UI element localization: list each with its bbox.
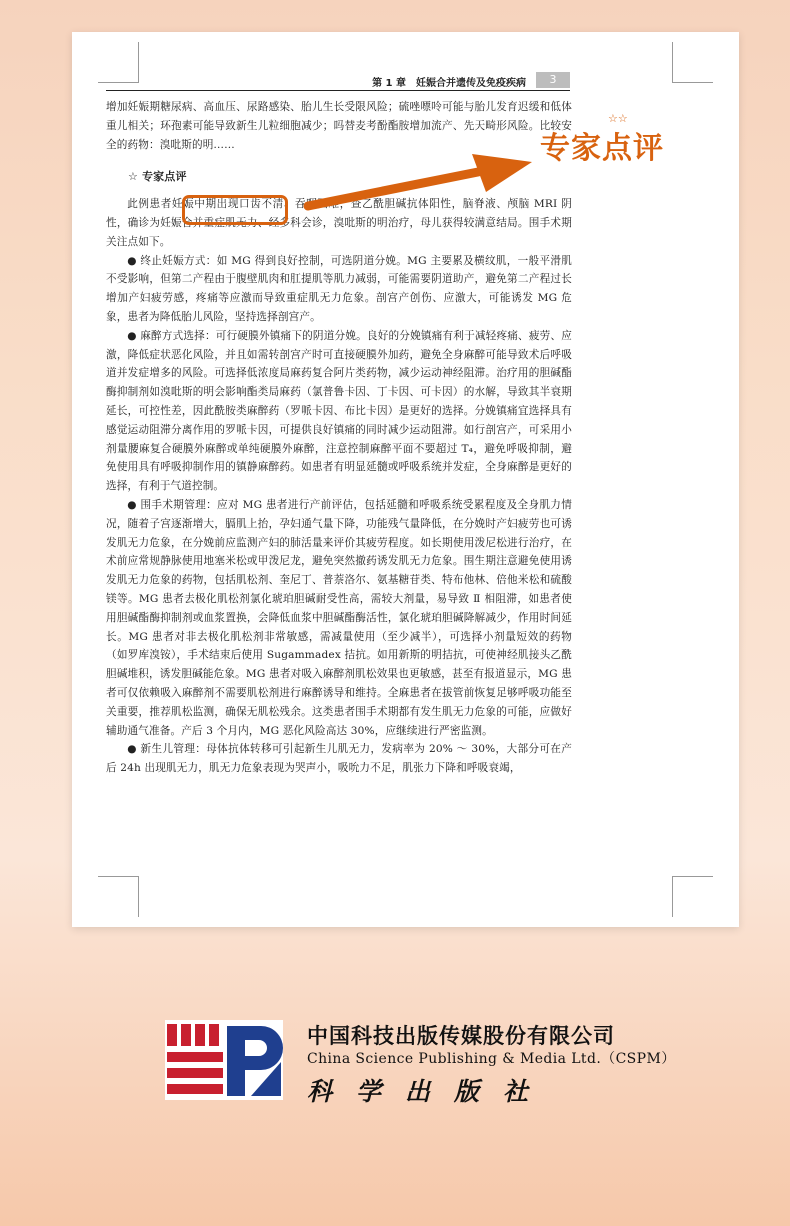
section-highlight-box bbox=[182, 195, 288, 225]
arrow-icon bbox=[300, 148, 540, 218]
paragraph: ● 终止妊娠方式：如 MG 得到良好控制，可选阴道分娩。MG 主要累及横纹肌，一般平滑肌不受影响，但第二产程由于腹壁肌肉和肛提肌等肌力减弱，可能需要阴道助产，避免第二产程过长增加产妇疲劳感，疼痛等应激而导致重症肌无力危象。剖宫产创伤、应激大，可能诱发 MG 危象，患者为降低胎儿风险，坚持选择剖宫产。 bbox=[106, 254, 572, 323]
paragraph: ● 新生儿管理：母体抗体转移可引起新生儿肌无力，发病率为 20% ～ 30%，大部分可在产后 24h 出现肌无力，肌无力危象表现为哭声小，吸吮力不足，肌张力下降和呼吸衰竭， bbox=[106, 743, 572, 775]
publisher-name-cn: 中国科技出版传媒股份有限公司 bbox=[307, 1024, 615, 1048]
publisher-brand-cn: 科学出版社 bbox=[307, 1077, 553, 1106]
crop-mark-top-right bbox=[672, 42, 713, 83]
publisher-block bbox=[165, 1020, 676, 1106]
paragraph: 此例患者妊娠中期出现口齿不清、吞咽困难，查乙酰胆碱抗体阳性，脑脊液、颅脑 MRI 阴性，确诊为妊娠合并重症肌无力、经多科会诊，溴吡斯的明治疗，母儿获得较满意结局。围手术期关注点如下。 bbox=[106, 198, 572, 248]
paragraph-top: 增加妊娠期糖尿病、高血压、尿路感染、胎儿生长受限风险；硫唑嘌呤可能与胎儿发育迟缓和低体重儿相关；环孢素可能导致新生儿粒细胞减少；吗替麦考酚酯胺增加流产、先天畸形风险。比较安全的药物：溴吡斯的明…… bbox=[106, 101, 572, 151]
publisher-name-en: China Science Publishing & Media Ltd.（CSPM） bbox=[307, 1051, 676, 1067]
section-title: ☆ 专家点评 bbox=[128, 170, 187, 184]
running-head bbox=[106, 72, 570, 91]
expert-comment-label: 专家点评 bbox=[540, 131, 664, 166]
paragraph: ● 麻醉方式选择：可行硬膜外镇痛下的阴道分娩。良好的分娩镇痛有利于减轻疼痛、疲劳、应激，降低症状恶化风险，并且如需转剖宫产时可直接硬膜外加药，避免全身麻醉可能导致术后呼吸道并发症增多的风险。可选择低浓度局麻药复合阿片类药物，减少运动神经阻滞。治疗用的胆碱酯酶抑制剂如溴吡斯的明会影响酯类局麻药（氯普鲁卡因、丁卡因、可卡因）的水解，导致其半衰期延长，可控性差，因此酰胺类麻醉药（罗哌卡因、布比卡因）是更好的选择。分娩镇痛宜选择具有感觉运动阻滞分离作用的罗哌卡因，可提供良好镇痛的同时减少运动阻滞。如行剖宫产，可采用小剂量腰麻复合硬膜外麻醉或单纯硬膜外麻醉，注意控制麻醉平面不要超过 T₄，避免呼吸抑制，避免使用具有呼吸抑制作用的镇静麻醉药。如患者有明显延髓或呼吸系统并发症，全身麻醉是更好的选择，有利于气道控制。 bbox=[106, 329, 572, 493]
publisher-logo bbox=[165, 1020, 283, 1100]
crop-mark-bottom-right bbox=[672, 876, 713, 917]
paragraph: ● 围手术期管理：应对 MG 患者进行产前评估，包括延髓和呼吸系统受累程度及全身肌力情况，随着子宫逐渐增大，膈肌上抬，孕妇通气量下降，功能残气量降低，在分娩时产妇疲劳也可诱发肌无力危象，在分娩前应监测产妇的肺活量来评价其疲劳程度。如长期使用泼尼松进行治疗，在术前应常规静脉使用地塞米松或甲泼尼龙，避免突然撤药诱发肌无力危象。围生期注意避免使用诱发肌无力危象的药物，包括肌松剂、奎尼丁、普萘洛尔、氨基糖苷类、特布他林、倍他米松和硫酸镁等。MG 患者去极化肌松剂氯化琥珀胆碱耐受性高，需较大剂量，易导致 Ⅱ 相阻滞，如患者使用胆碱酯酶抑制剂或血浆置换，会降低血浆中胆碱酯酶活性，氯化琥珀胆碱降解减少，作用时间延长。MG 患者对非去极化肌松剂非常敏感，需减量使用（至少减半），可选择小剂量短效的药物（如罗库溴铵），手术结束后使用 Sugammadex 拮抗。如用新斯的明拮抗，可使神经肌接头乙酰胆碱堆积，诱发胆碱能危象。MG 患者对吸入麻醉剂肌松效果也更敏感，甚至有报道显示，MG 患者可仅依赖吸入麻醉剂不需要肌松剂进行麻醉诱导和维持。全麻患者在拔管前恢复足够呼吸功能至关重要，推荐肌松监测，确保无肌松残余。这类患者围手术期都有发生肌无力危象的可能，应做好辅助通气准备。产后 3 个月内，MG 恶化风险高达 30%，应继续进行严密监测。 bbox=[106, 498, 572, 737]
stars-icon: ☆☆ bbox=[608, 112, 628, 125]
page-number: 3 bbox=[536, 72, 570, 88]
crop-mark-bottom-left bbox=[98, 876, 139, 917]
chapter-title: 第 1 章 妊娠合并遗传及免疫疾病 bbox=[372, 78, 526, 89]
